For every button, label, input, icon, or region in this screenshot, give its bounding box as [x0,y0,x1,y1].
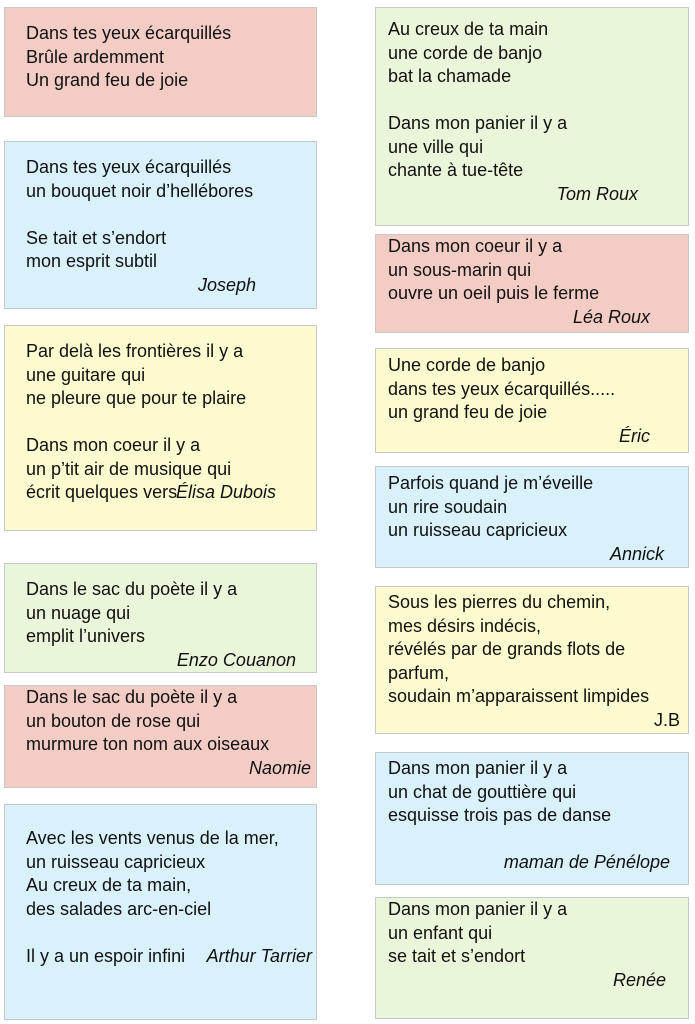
poem-author: J.B [653,709,680,730]
poem-author: Éric [619,425,650,446]
poem-line: bat la chamade [388,66,512,86]
poem-line: un ruisseau capricieux [26,851,206,872]
poem-line: Il y a un espoir infini [26,945,186,966]
poem-line: parfum, [388,662,450,683]
poem-line: Avec les vents venus de la mer, [26,828,279,848]
poem-card [375,752,689,885]
poem-line: Dans mon panier il y a [388,758,568,778]
poem-card [375,7,689,226]
poem-line: un chat de gouttière qui [388,781,577,802]
poem-line: dans tes yeux écarquillés..... [388,378,616,399]
poem-card [375,586,689,734]
poem-line: un ruisseau capricieux [388,520,568,540]
poem-author: Renée [612,969,666,990]
poem-line: des salades arc-en-ciel [26,898,212,919]
poem-line: un sous-marin qui [388,259,532,280]
poem-author: Tom Roux [556,183,638,204]
poem-line: Dans le sac du poète il y a [26,579,238,599]
poem-line: mon esprit subtil [26,251,158,271]
poem-card [4,141,317,309]
poem-author: Arthur Tarrier [206,945,312,966]
poem-line: un rire soudain [388,496,508,517]
poem-line [388,89,638,113]
poem-line: un nuage qui [26,602,131,623]
poem-line: révélés par de grands flots de [388,639,626,659]
poem-line: écrit quelques vers [26,482,178,502]
poem-line [26,411,276,435]
poem-line: Au creux de ta main [388,19,549,39]
poem-line: Dans tes yeux écarquillés [26,23,232,43]
poem-line: Par delà les frontières il y a [26,341,244,361]
poem-card [375,234,689,333]
poem-line: un p’tit air de musique qui [26,458,232,479]
poem-line: Parfois quand je m’éveille [388,473,594,493]
poem-line: Une corde de banjo [388,355,546,375]
poem-line: Brûle ardemment [26,46,165,67]
poem-card [4,563,317,673]
poem-author: Enzo Couanon [176,649,296,670]
poem-author: Élisa Dubois [175,482,276,502]
poem-line [26,203,256,227]
poem-card [4,325,317,531]
poem-line: un enfant qui [388,922,493,943]
poem-line: Dans le sac du poète il y a [26,687,238,707]
poem-line: murmure ton nom aux oiseaux [26,734,270,754]
poem-card [4,804,317,1020]
poem-line: se tait et s’endort [388,946,526,966]
poem-line: ne pleure que pour te plaire [26,388,247,408]
poem-card [4,7,317,117]
poem-line [26,921,312,945]
poem-card [375,348,689,453]
poem-card [375,466,689,568]
poem-line: Dans mon coeur il y a [26,435,201,455]
poem-author: Annick [609,543,664,564]
poem-line: mes désirs indécis, [388,615,542,636]
poem-author: maman de Pénélope [503,852,670,872]
poem-line: Dans tes yeux écarquillés [26,157,232,177]
poem-line: un bouquet noir d’hellébores [26,180,254,201]
poem-line: soudain m’apparaissent limpides [388,686,650,706]
poem-line: Dans mon panier il y a [388,899,568,919]
poem-line: esquisse trois pas de danse [388,805,612,825]
poem-author: Léa Roux [572,306,650,327]
poem-card [4,685,317,788]
poem-line: Au creux de ta main, [26,875,192,895]
poem-line: un grand feu de joie [388,402,548,422]
poem-line [388,828,670,852]
poem-line: emplit l’univers [26,626,146,646]
poem-line: une corde de banjo [388,42,543,63]
poem-line: Se tait et s’endort [26,227,167,248]
poem-line: un bouton de rose qui [26,710,201,731]
poem-author: Naomie [248,757,311,778]
poem-line: une guitare qui [26,364,146,385]
poem-line: chante à tue-tête [388,160,524,180]
poem-line: ouvre un oeil puis le ferme [388,283,600,303]
poem-line: Dans mon panier il y a [388,113,568,133]
poem-line: Sous les pierres du chemin, [388,592,611,612]
poem-card [375,897,689,1019]
poem-author: Joseph [197,274,256,295]
poem-line: Dans mon coeur il y a [388,236,563,256]
poem-line: une ville qui [388,136,484,157]
poem-line: Un grand feu de joie [26,70,189,90]
